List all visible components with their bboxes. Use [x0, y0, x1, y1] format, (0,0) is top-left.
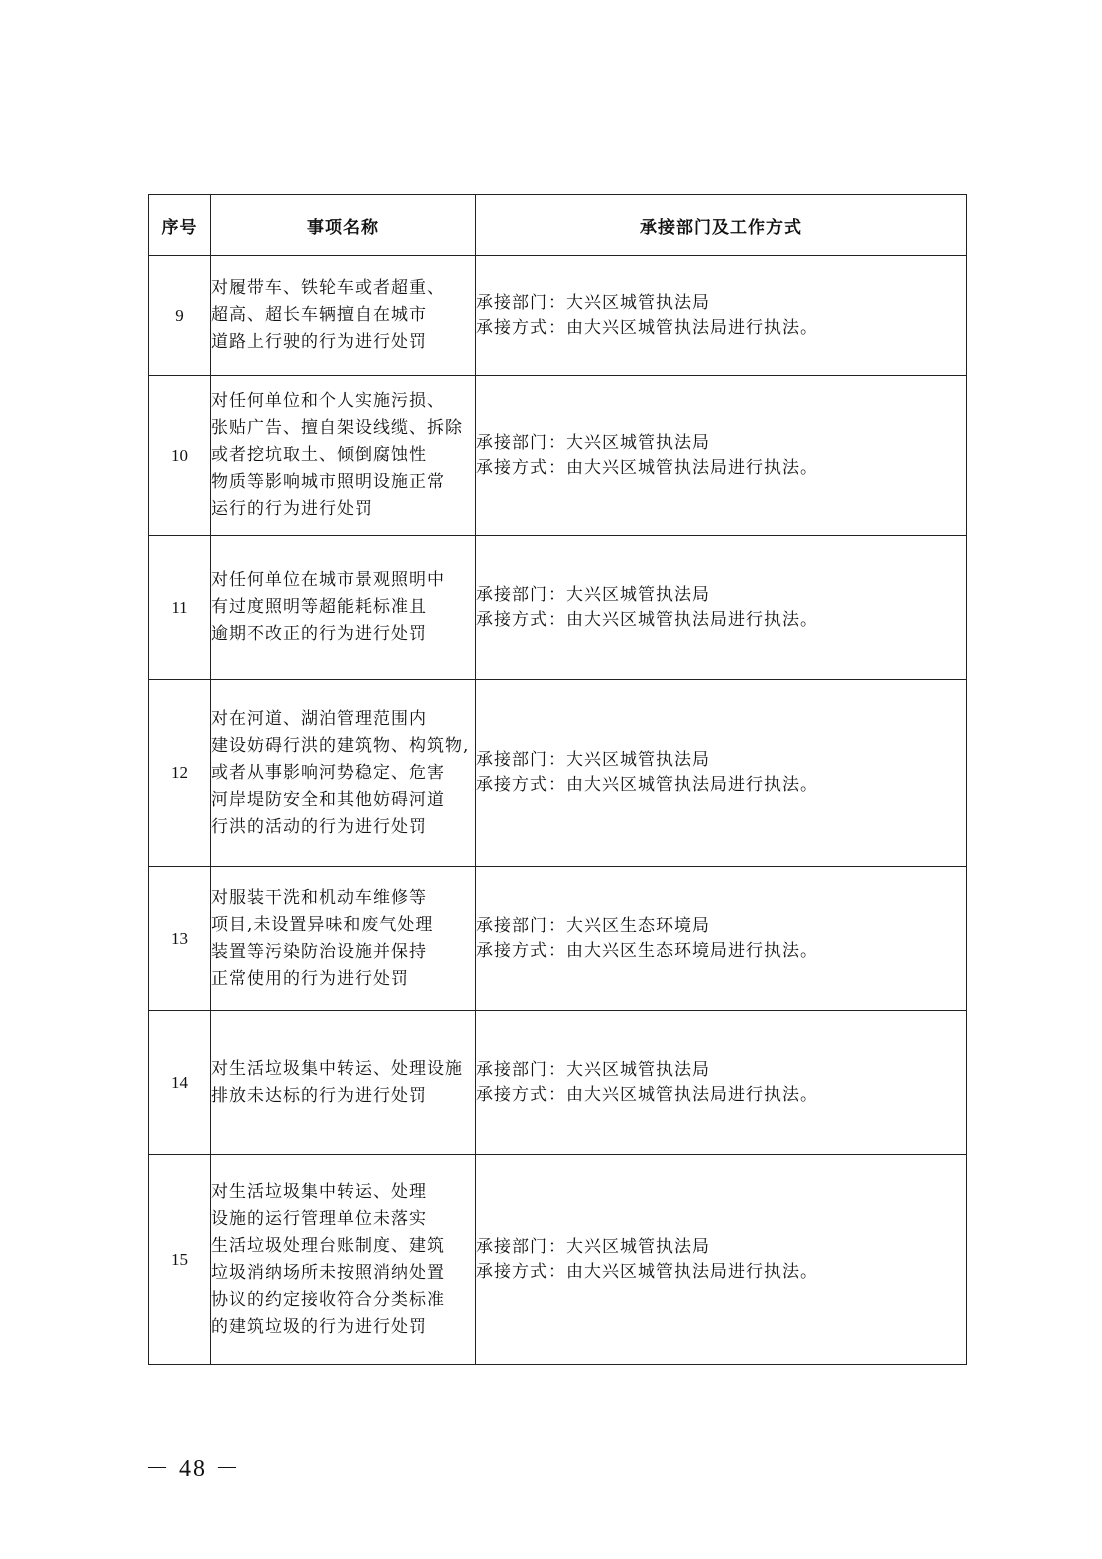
item-name-cell — [211, 1011, 476, 1155]
dept-method-cell — [476, 536, 967, 680]
undertaking-method: 承接方式：由大兴区城管执法局进行执法。 — [476, 1261, 818, 1282]
dept-method-cell — [476, 680, 967, 867]
header-dept-method: 承接部门及工作方式 — [476, 195, 967, 256]
item-name-line: 设施的运行管理单位未落实 — [211, 1208, 427, 1229]
item-name-line: 行洪的活动的行为进行处罚 — [211, 816, 427, 837]
item-name-cell — [211, 867, 476, 1011]
undertaking-method: 承接方式：由大兴区生态环境局进行执法。 — [476, 940, 818, 961]
row-number: 10 — [149, 376, 211, 536]
table-row — [149, 867, 967, 1011]
item-name-line: 逾期不改正的行为进行处罚 — [211, 624, 427, 644]
matters-table — [148, 194, 967, 1365]
item-name-cell — [211, 256, 476, 376]
undertaking-department: 承接部门：大兴区生态环境局 — [476, 915, 710, 936]
row-number: 13 — [149, 867, 211, 1011]
item-name-line: 张贴广告、擅自架设线缆、拆除 — [211, 418, 463, 438]
item-name-cell — [211, 680, 476, 867]
item-name-line: 正常使用的行为进行处罚 — [211, 968, 409, 989]
table-row — [149, 1011, 967, 1155]
item-name-cell — [211, 376, 476, 536]
table-row — [149, 680, 967, 867]
table-header-row — [149, 195, 967, 256]
item-name-line: 对在河道、湖泊管理范围内 — [211, 708, 427, 729]
item-name-line: 协议的约定接收符合分类标准 — [211, 1289, 445, 1310]
undertaking-method: 承接方式：由大兴区城管执法局进行执法。 — [476, 457, 818, 478]
table-row — [149, 1155, 967, 1365]
header-item-name: 事项名称 — [211, 195, 476, 256]
header-no: 序号 — [149, 195, 211, 256]
item-name-cell — [211, 536, 476, 680]
item-name-line: 的建筑垃圾的行为进行处罚 — [211, 1316, 427, 1337]
row-number: 12 — [149, 680, 211, 867]
undertaking-department: 承接部门：大兴区城管执法局 — [476, 292, 710, 313]
item-name-line: 对生活垃圾集中转运、处理设施 — [211, 1058, 463, 1079]
item-name-line: 有过度照明等超能耗标准且 — [211, 597, 427, 617]
row-number: 15 — [149, 1155, 211, 1365]
undertaking-department: 承接部门：大兴区城管执法局 — [476, 432, 710, 453]
undertaking-department: 承接部门：大兴区城管执法局 — [476, 1059, 710, 1080]
undertaking-department: 承接部门：大兴区城管执法局 — [476, 750, 710, 770]
item-name-line: 对任何单位在城市景观照明中 — [211, 570, 445, 590]
dept-method-cell — [476, 376, 967, 536]
item-name-line: 对服装干洗和机动车维修等 — [211, 887, 427, 908]
undertaking-method: 承接方式：由大兴区城管执法局进行执法。 — [476, 1084, 818, 1105]
row-number: 9 — [149, 256, 211, 376]
item-name-line: 对生活垃圾集中转运、处理 — [211, 1181, 427, 1202]
item-name-line: 垃圾消纳场所未按照消纳处置 — [211, 1262, 445, 1283]
table-row — [149, 256, 967, 376]
dept-method-cell — [476, 867, 967, 1011]
item-name-line: 道路上行驶的行为进行处罚 — [211, 332, 427, 352]
item-name-line: 生活垃圾处理台账制度、建筑 — [211, 1235, 445, 1256]
item-name-cell — [211, 1155, 476, 1365]
undertaking-method: 承接方式：由大兴区城管执法局进行执法。 — [476, 775, 818, 795]
item-name-line: 超高、超长车辆擅自在城市 — [211, 305, 427, 325]
undertaking-department: 承接部门：大兴区城管执法局 — [476, 1236, 710, 1257]
table-row — [149, 536, 967, 680]
item-name-line: 对履带车、铁轮车或者超重、 — [211, 278, 445, 298]
undertaking-method: 承接方式：由大兴区城管执法局进行执法。 — [476, 317, 818, 338]
dept-method-cell — [476, 1155, 967, 1365]
item-name-line: 对任何单位和个人实施污损、 — [211, 391, 445, 411]
item-name-line: 建设妨碍行洪的建筑物、构筑物, — [211, 735, 470, 756]
item-name-line: 运行的行为进行处罚 — [211, 499, 373, 519]
dept-method-cell — [476, 1011, 967, 1155]
page-number: － 48 － — [145, 1456, 241, 1482]
undertaking-department: 承接部门：大兴区城管执法局 — [476, 584, 710, 605]
item-name-line: 或者挖坑取土、倾倒腐蚀性 — [211, 445, 427, 465]
item-name-line: 物质等影响城市照明设施正常 — [211, 472, 445, 492]
table-row — [149, 376, 967, 536]
item-name-line: 项目,未设置异味和废气处理 — [211, 914, 434, 935]
undertaking-method: 承接方式：由大兴区城管执法局进行执法。 — [476, 609, 818, 630]
item-name-line: 河岸堤防安全和其他妨碍河道 — [211, 789, 445, 810]
dept-method-cell — [476, 256, 967, 376]
row-number: 11 — [149, 536, 211, 680]
item-name-line: 装置等污染防治设施并保持 — [211, 941, 427, 962]
item-name-line: 或者从事影响河势稳定、危害 — [211, 762, 445, 783]
item-name-line: 排放未达标的行为进行处罚 — [211, 1085, 427, 1106]
row-number: 14 — [149, 1011, 211, 1155]
